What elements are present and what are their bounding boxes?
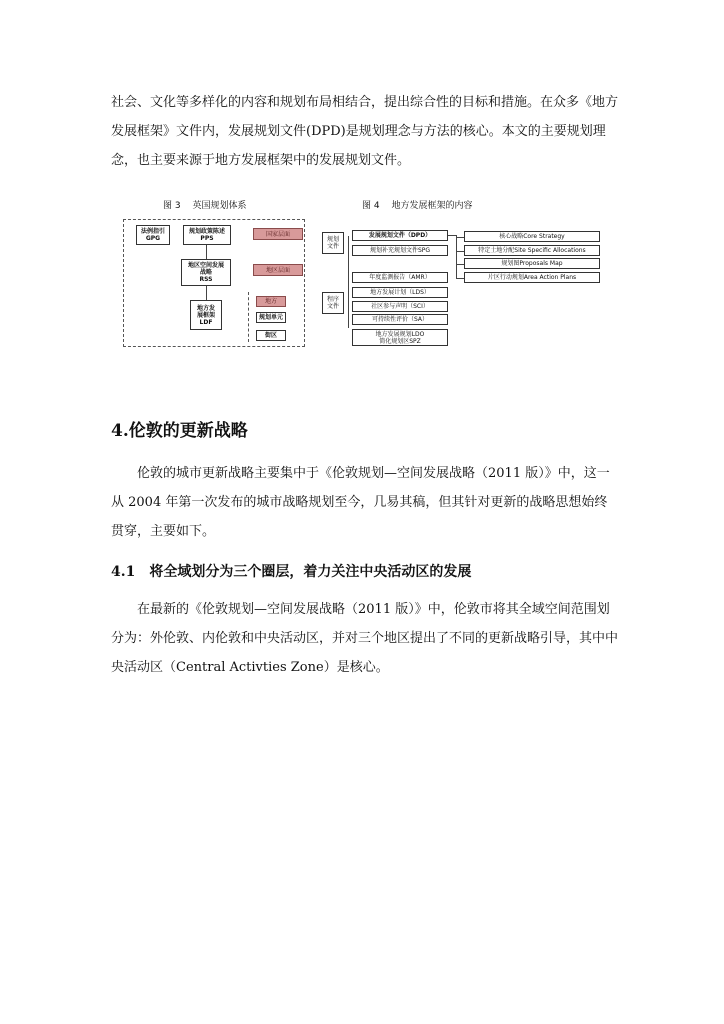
spg-box: 规划补充规划文件SPG: [352, 245, 448, 256]
section-heading-4: 4.伦敦的更新战略: [111, 421, 248, 441]
ldf-box: 地方发 展框架 LDF: [190, 300, 222, 330]
district-box: 街区: [256, 330, 286, 341]
rss-box: 地区空间发展 战略 RSS: [181, 259, 231, 286]
figure-4-caption: 图 4 地方发展框架的内容: [362, 201, 473, 211]
gpg-box: 法例指引 GPG: [136, 225, 170, 245]
core-strategy-box: 核心战略Core Strategy: [464, 231, 600, 242]
figure-3-caption: 图 3 英国规划体系: [163, 201, 247, 211]
proposals-map-box: 规划图Proposals Map: [464, 258, 600, 269]
dpd-box: 发展规划文件（DPD）: [352, 230, 448, 241]
section-heading-4-1: 4.1 将全域划分为三个圈层，着力关注中央活动区的发展: [111, 564, 472, 580]
intro-paragraph: 社会、文化等多样化的内容和规划布局相结合，提出综合性的目标和措施。在众多《地方发展框架》文件内，发展规划文件(DPD)是规划理念与方法的核心。本文的主要规划理念，也主要来源于地方发展框架中的发展规划文件。: [111, 95, 619, 168]
paragraph-three-zones: 在最新的《伦敦规划—空间发展战略（2011 版）》中，伦敦市将其全域空间范围划分为：外伦敦、内伦敦和中央活动区，并对三个地区提出了不同的更新战略引导，其中中央活动区（Central Activties Zone）是核心。: [111, 602, 619, 675]
planning-unit-box: 规划单元: [256, 312, 286, 323]
local-level-box: 地方: [256, 296, 286, 307]
national-level-box: 国家层面: [253, 228, 303, 240]
amr-box: 年度监测报告（AMR）: [352, 272, 448, 283]
planning-docs-group: 规划 文件: [322, 232, 344, 254]
sci-box: 社区参与声明（SCI）: [352, 301, 448, 312]
sa-box: 可持续性评价（SA）: [352, 314, 448, 325]
ldo-box: 地方发展规划LDO 简化规划区SPZ: [352, 329, 448, 346]
lds-box: 地方发展计划（LDS）: [352, 287, 448, 298]
site-allocations-box: 特定土地分配Site Specific Allocations: [464, 245, 600, 256]
area-action-plans-box: 片区行动规划Area Action Plans: [464, 272, 600, 283]
procedure-docs-group: 程序 文件: [322, 292, 344, 314]
regional-level-box: 地区层面: [253, 264, 303, 276]
pps-box: 规划政策陈述 PPS: [183, 225, 231, 245]
paragraph-london-strategy: 伦敦的城市更新战略主要集中于《伦敦规划—空间发展战略（2011 版）》中，这一从 2004 年第一次发布的城市战略规划至今，几易其稿，但其针对更新的战略思想始终贯穿，主要如下。: [111, 466, 610, 539]
